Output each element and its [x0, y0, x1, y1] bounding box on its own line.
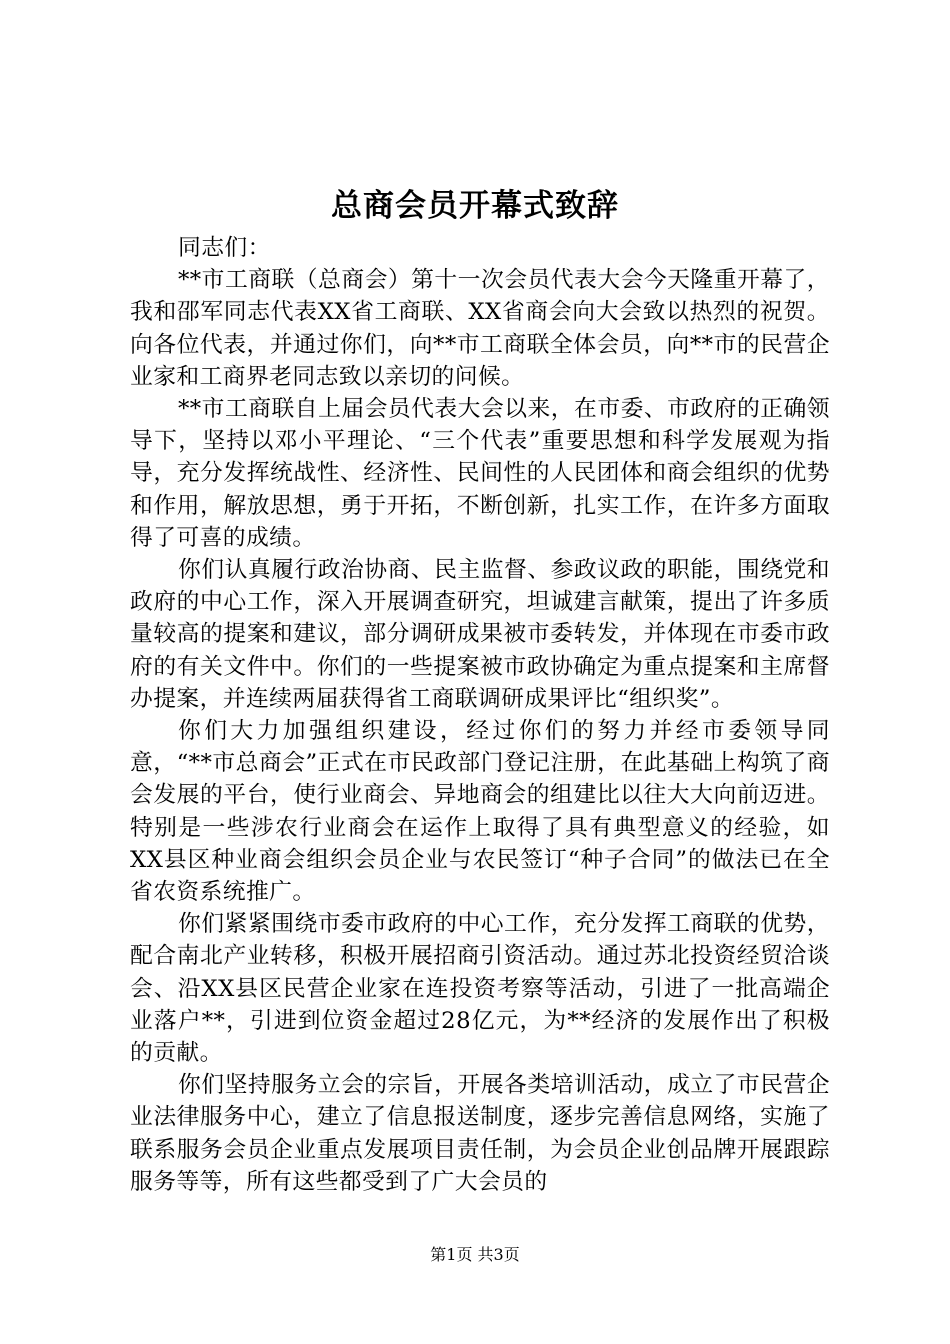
- document-body: [130, 232, 830, 1198]
- document-title: 总商会员开幕式致辞: [331, 188, 619, 224]
- paragraph-1: **市工商联（总商会）第十一次会员代表大会今天隆重开幕了，我和邵军同志代表XX省工商联、XX省商会向大会致以热烈的祝贺。向各位代表，并通过你们，向**市工商联全体会员，向**市的民营企业家和工商界老同志致以亲切的问候。: [130, 267, 830, 390]
- salutation: 同志们：: [178, 235, 271, 261]
- paragraph-4: 你们大力加强组织建设，经过你们的努力并经市委领导同意，“**市总商会”正式在市民政部门登记注册，在此基础上构筑了商会发展的平台，使行业商会、异地商会的组建比以往大大向前迈进。特别是一些涉农行业商会在运作上取得了具有典型意义的经验，如XX县区种业商会组织会员企业与农民签订“种子合同”的做法已在全省农资系统推广。: [130, 718, 830, 906]
- paragraph-5: 你们紧紧围绕市委市政府的中心工作，充分发挥工商联的优势，配合南北产业转移，积极开展招商引资活动。通过苏北投资经贸洽谈会、沿XX县区民营企业家在连投资考察等活动，引进了一批高端企业落户**，引进到位资金超过28亿元，为**经济的发展作出了积极的贡献。: [130, 911, 830, 1067]
- paragraph-2: **市工商联自上届会员代表大会以来，在市委、市政府的正确领导下，坚持以邓小平理论、“三个代表”重要思想和科学发展观为指导，充分发挥统战性、经济性、民间性的人民团体和商会组织的优势和作用，解放思想，勇于开拓，不断创新，扎实工作，在许多方面取得了可喜的成绩。: [130, 396, 830, 551]
- page-footer: 第1页 共3页: [430, 1245, 520, 1264]
- paragraph-3: 你们认真履行政治协商、民主监督、参政议政的职能，围绕党和政府的中心工作，深入开展调查研究，坦诚建言献策，提出了许多质量较高的提案和建议，部分调研成果被市委转发，并体现在市委市政府的有关文件中。你们的一些提案被市政协确定为重点提案和主席督办提案，并连续两届获得省工商联调研成果评比“组织奖”。: [130, 557, 830, 712]
- paragraph-6: 你们坚持服务立会的宗旨，开展各类培训活动，成立了市民营企业法律服务中心，建立了信息报送制度，逐步完善信息网络，实施了联系服务会员企业重点发展项目责任制，为会员企业创品牌开展跟踪服务等等，所有这些都受到了广大会员的: [130, 1072, 830, 1195]
